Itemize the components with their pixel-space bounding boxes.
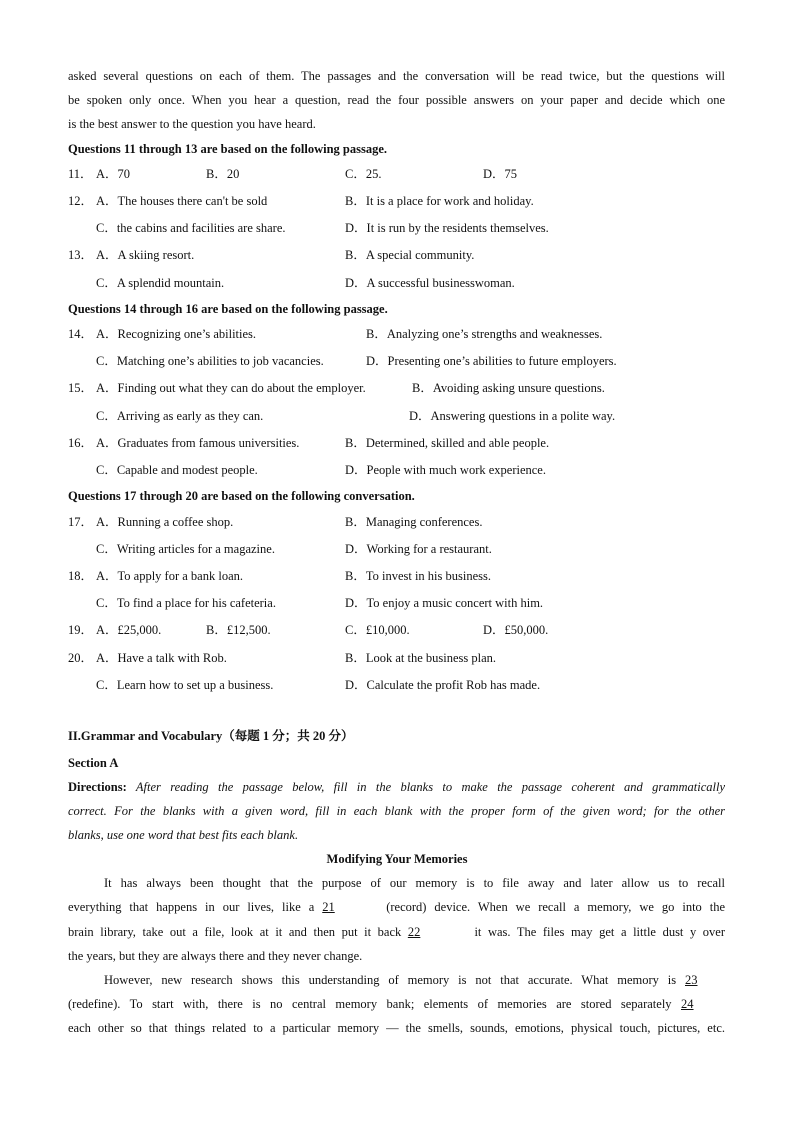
directions-label: Directions: <box>68 780 127 794</box>
intro-line-1: asked several questions on each of them. The passages and the conversation will be read twice, but the questions will <box>68 69 725 83</box>
directions-line-1 <box>68 779 725 795</box>
option-a[interactable]: A．Have a talk with Rob. <box>96 651 227 665</box>
option-c[interactable]: C．A splendid mountain. <box>96 276 225 290</box>
group-heading-14-16: Questions 14 through 16 are based on the following passage. <box>68 302 388 316</box>
option-c[interactable]: C．Matching one’s abilities to job vacancies. <box>96 354 324 368</box>
text: (redefine). To start with, there is no central memory bank; elements of memories are stored separately <box>68 997 672 1011</box>
option-c[interactable]: C．Arriving as early as they can. <box>96 409 264 423</box>
p1-line-3 <box>68 924 725 940</box>
option-a[interactable]: A．Finding out what they can do about the employer. <box>96 381 366 395</box>
p1-line-4: the years, but they are always there and they never change. <box>68 949 363 963</box>
question-number: 17． <box>68 515 94 529</box>
text: (record) device. When we recall a memory, we go into the <box>386 900 726 914</box>
option-b[interactable]: B．To invest in his business. <box>345 569 492 583</box>
group-heading-17-20: Questions 17 through 20 are based on the following conversation. <box>68 489 415 503</box>
option-d[interactable]: D．Working for a restaurant. <box>345 542 492 556</box>
p2-line-1 <box>104 972 725 988</box>
option-a[interactable]: A．Running a coffee shop. <box>96 515 234 529</box>
intro-line-2: be spoken only once. When you hear a question, read the four possible answers on your paper and decide which one <box>68 93 725 107</box>
option-c[interactable]: C．£10,000. <box>345 623 410 637</box>
blank-24[interactable]: 24 <box>681 997 694 1011</box>
option-a[interactable]: A．70 <box>96 167 131 181</box>
directions-line-3: blanks, use one word that best fits each blank. <box>68 828 299 842</box>
p2-line-3: each other so that things related to a particular memory — the smells, sounds, emotions, physical touch, pictures, etc. <box>68 1021 725 1035</box>
directions-line-2: correct. For the blanks with a given word, fill in each blank with the proper form of the given word; for the other <box>68 804 725 818</box>
option-b[interactable]: B．Managing conferences. <box>345 515 483 529</box>
blank-21[interactable]: 21 <box>322 900 335 914</box>
p1-line-2 <box>68 899 725 915</box>
option-d[interactable]: D．A successful businesswoman. <box>345 276 515 290</box>
option-c[interactable]: C．Writing articles for a magazine. <box>96 542 275 556</box>
option-c[interactable]: C．25. <box>345 167 382 181</box>
blank-23[interactable]: 23 <box>685 973 698 987</box>
option-d[interactable]: D．People with much work experience. <box>345 463 546 477</box>
option-a[interactable]: A．The houses there can't be sold <box>96 194 268 208</box>
question-number: 20． <box>68 651 94 665</box>
option-a[interactable]: A．£25,000. <box>96 623 162 637</box>
option-b[interactable]: B．Analyzing one’s strengths and weaknesses. <box>366 327 603 341</box>
text: it was. The files may get a little dust y over <box>474 925 726 939</box>
option-d[interactable]: D．Calculate the profit Rob has made. <box>345 678 541 692</box>
option-b[interactable]: B．It is a place for work and holiday. <box>345 194 534 208</box>
intro-line-3: is the best answer to the question you have heard. <box>68 117 316 131</box>
question-number: 14． <box>68 327 94 341</box>
question-number: 18． <box>68 569 94 583</box>
section-a-heading: Section A <box>68 756 119 770</box>
option-a[interactable]: A．To apply for a bank loan. <box>96 569 244 583</box>
directions-text: After reading the passage below, fill in the blanks to make the passage coherent and grammatically <box>126 780 725 794</box>
option-d[interactable]: D．Answering questions in a polite way. <box>409 409 616 423</box>
option-b[interactable]: B．£12,500. <box>206 623 271 637</box>
option-b[interactable]: B．Avoiding asking unsure questions. <box>412 381 605 395</box>
option-d[interactable]: D．Presenting one’s abilities to future employers. <box>366 354 617 368</box>
option-b[interactable]: B．A special community. <box>345 248 475 262</box>
question-number: 12． <box>68 194 94 208</box>
option-d[interactable]: D．To enjoy a music concert with him. <box>345 596 544 610</box>
question-number: 13． <box>68 248 94 262</box>
option-b[interactable]: B．20 <box>206 167 240 181</box>
group-heading-11-13: Questions 11 through 13 are based on the following passage. <box>68 142 388 156</box>
question-number: 19． <box>68 623 94 637</box>
section-title: II.Grammar and Vocabulary（每题 1 分；共 20 分） <box>68 729 354 743</box>
question-number: 11． <box>68 167 93 181</box>
option-b[interactable]: B．Determined, skilled and able people. <box>345 436 550 450</box>
option-b[interactable]: B．Look at the business plan. <box>345 651 497 665</box>
option-d[interactable]: D．£50,000. <box>483 623 549 637</box>
option-a[interactable]: A．Recognizing one’s abilities. <box>96 327 257 341</box>
text: brain library, take out a file, look at it and then put it back <box>68 925 402 939</box>
text: However, new research shows this understanding of memory is not that accurate. What memory is <box>104 973 677 987</box>
option-d[interactable]: D．75 <box>483 167 518 181</box>
p1-line-1: It has always been thought that the purpose of our memory is to file away and later allow us to recall <box>104 876 725 890</box>
text: everything that happens in our lives, like a <box>68 900 315 914</box>
option-a[interactable]: A．A skiing resort. <box>96 248 195 262</box>
p2-line-2 <box>68 996 725 1012</box>
question-number: 15． <box>68 381 94 395</box>
option-c[interactable]: C．Learn how to set up a business. <box>96 678 274 692</box>
passage-title: Modifying Your Memories <box>326 852 468 866</box>
blank-22[interactable]: 22 <box>407 925 421 939</box>
option-c[interactable]: C．Capable and modest people. <box>96 463 258 477</box>
question-number: 16． <box>68 436 94 450</box>
option-c[interactable]: C．To find a place for his cafeteria. <box>96 596 276 610</box>
option-a[interactable]: A．Graduates from famous universities. <box>96 436 300 450</box>
option-d[interactable]: D．It is run by the residents themselves. <box>345 221 549 235</box>
option-c[interactable]: C．the cabins and facilities are share. <box>96 221 286 235</box>
